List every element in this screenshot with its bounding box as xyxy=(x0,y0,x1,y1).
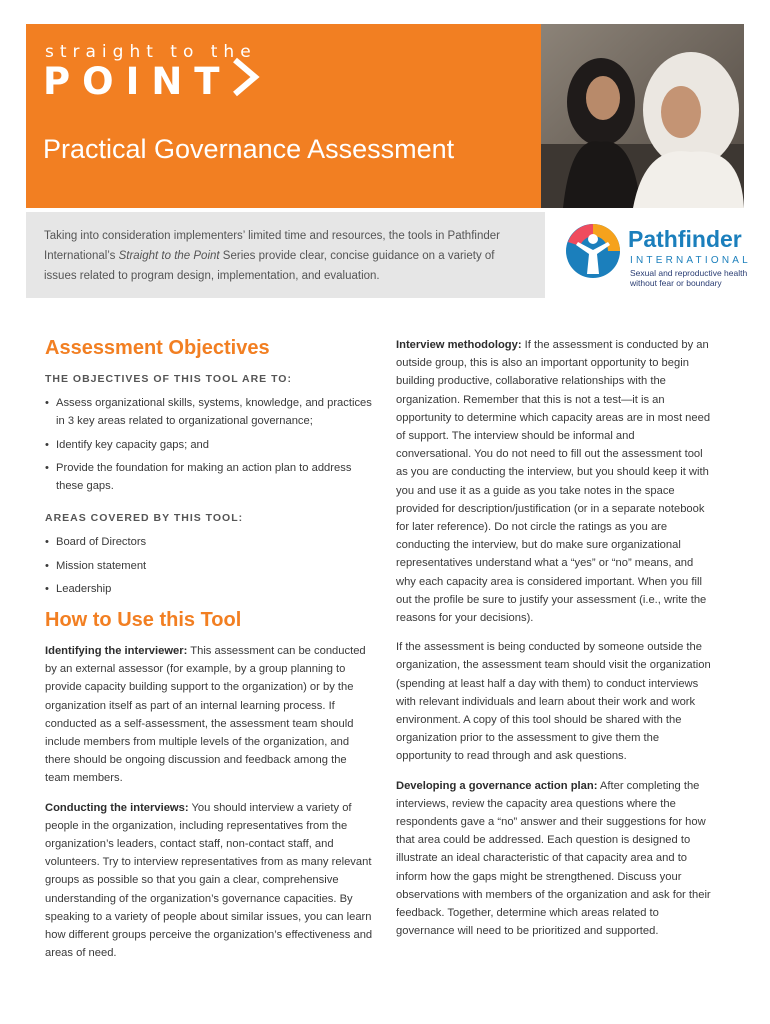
header-band xyxy=(26,24,541,208)
areas-list xyxy=(45,533,373,598)
intro-series-name: Straight to the Point xyxy=(118,250,220,262)
list-item: • Board of Directors xyxy=(45,533,373,551)
intro-text xyxy=(44,226,527,286)
intro-text-end: Series provide clear, concise guidance on a variety of issues related to program design, implementation, and evaluation. xyxy=(44,250,495,282)
outside-assessment-paragraph: If the assessment is being conducted by someone outside the organization, the assessment team should visit the organization (spending at least half a day with them) to conduct interviews with relevant individuals and learn about their work and work environment. A copy of this tool should be shared with the organization prior to the assessment to give them the opportunity to read through and ask questions. xyxy=(396,641,711,763)
objectives-subheading: THE OBJECTIVES OF THIS TOOL ARE TO: xyxy=(45,373,292,385)
interviews-paragraph xyxy=(45,799,373,963)
person-figure-icon xyxy=(564,222,622,280)
methodology-paragraph xyxy=(396,336,712,627)
paragraph-text: If the assessment is conducted by an outside group, this is also an important opportunity to begin building productive, collaborative relationships with the organization. Remember that this is not a test—it is an opportunity to determine which capacity areas are in most need of support. The interview should be informal and conversational. You do not need to fill out the assessment tool as you are conducting the interview, but you should keep it with you and use it as a guide as you take notes in the space provided for description/justification (or in a separate notebook for later reference). Do not circle the ratings as you are conducting the interview, but do make sure organizational representatives understand what a “yes” or “no” means, and why each capacity area is considered important. When you fill out the profile be sure to justify your assessment (i.e., write the reasons for your decisions). xyxy=(396,339,711,625)
list-item: • Identify key capacity gaps; and xyxy=(45,436,373,454)
interviewer-paragraph xyxy=(45,642,373,788)
logo-tagline xyxy=(630,268,747,288)
header-photo xyxy=(541,24,744,208)
right-column xyxy=(396,336,712,952)
objectives-list xyxy=(45,394,373,495)
paragraph-lead: Interview methodology: xyxy=(396,339,522,351)
intro-box xyxy=(26,212,545,298)
paragraph-text: This assessment can be conducted by an external assessor (for example, by a group planning to provide capacity building support to the organization) or by the organization itself as part of an internal learning process. If conducted as a self-assessment, the assessment team should include members from multiple levels of the organization, and there should be ongoing discussion and feedback among the team members. xyxy=(45,645,366,785)
chevron-right-icon xyxy=(229,56,263,98)
objectives-heading: Assessment Objectives xyxy=(45,337,270,359)
paragraph-lead: Conducting the interviews: xyxy=(45,801,189,814)
logo-subtitle: INTERNATIONAL xyxy=(630,255,751,266)
paragraph-lead: Developing a governance action plan: xyxy=(396,779,598,792)
pathfinder-logo xyxy=(564,222,752,288)
action-plan-paragraph xyxy=(396,777,712,941)
how-to-heading: How to Use this Tool xyxy=(45,609,242,632)
logo-tagline-line1: Sexual and reproductive health xyxy=(630,268,748,278)
page-title: Practical Governance Assessment xyxy=(43,134,455,164)
logo-name: Pathfinder xyxy=(628,226,742,252)
photo-illustration xyxy=(541,24,744,208)
list-item: • Provide the foundation for making an action plan to address these gaps. xyxy=(45,459,373,495)
left-column xyxy=(45,336,373,973)
brand-point-text: POINT xyxy=(43,60,232,103)
list-item: • Leadership xyxy=(45,580,373,598)
areas-subheading: AREAS COVERED BY THIS TOOL: xyxy=(45,512,244,525)
intro-text-start: Taking into consideration implementers’ limited time and resources, the tools in Pathfinder International’s xyxy=(44,230,500,262)
logo-tagline-line2: without fear or boundary xyxy=(630,278,722,288)
paragraph-text: You should interview a variety of people in the organization, including representatives from the organization’s leaders, contact staff, non-contact staff, and volunteers. Try to interview representatives from as many relevant groups as possible so that you gain a clear, comprehensive understanding of the organization’s governance capacities. By speaking to a variety of people about similar issues, you can learn how different groups perceive the organization’s effectiveness and areas of need. xyxy=(45,801,373,960)
paragraph-lead: Identifying the interviewer: xyxy=(45,645,188,658)
list-item: • Mission statement xyxy=(45,557,373,575)
list-item: • Assess organizational skills, systems, knowledge, and practices in 3 key areas related to organizational governance; xyxy=(45,394,373,430)
brand-top-text: straight to the xyxy=(45,42,257,62)
paragraph-text: After completing the interviews, review the capacity area questions where the respondents gave a “no” answer and their suggestions for how that area could be addressed. Each question is designed to illustrate an ideal characteristic of that capacity area and to inform how the gaps might be strengthened. Discuss your observations with members of the organization and ask for their feedback. Together, determine which areas related to governance will need to be prioritized and supported. xyxy=(396,779,711,938)
